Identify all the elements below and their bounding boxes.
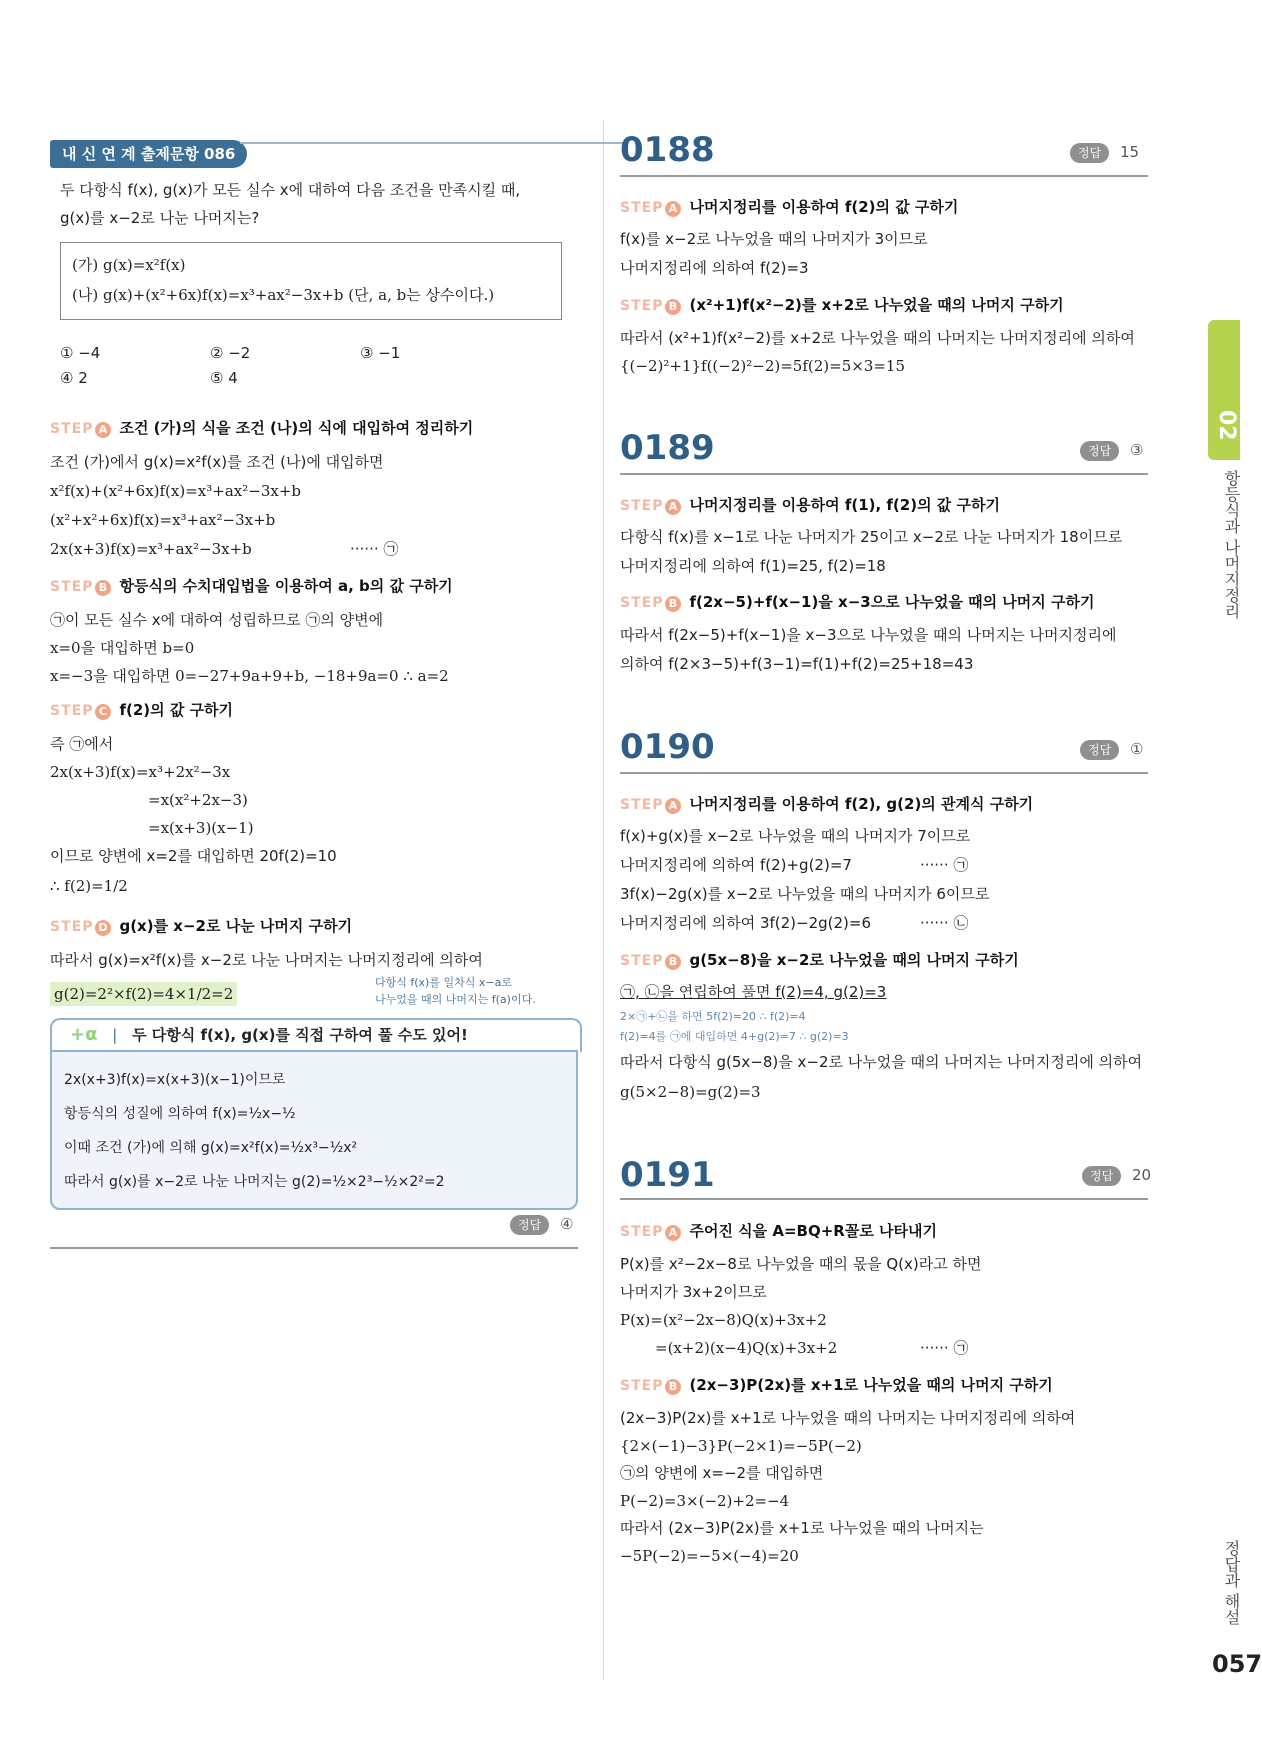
line-0190-a1: f(x)+g(x)를 x−2로 나누었을 때의 나머지가 7이므로 bbox=[620, 827, 971, 845]
choice-1: ① −4 bbox=[60, 344, 101, 362]
problem-number-0188: 0188 bbox=[620, 130, 715, 170]
step-a-line-2: x²f(x)+(x²+6x)f(x)=x³+ax²−3x+b bbox=[50, 482, 301, 500]
line-0189-b1: 따라서 f(2x−5)+f(x−1)을 x−3으로 나누었을 때의 나머지는 나머지정리에 bbox=[620, 626, 1117, 644]
answer-0189: ③ bbox=[1130, 441, 1144, 459]
step-b-line-2: x=0을 대입하면 b=0 bbox=[50, 639, 195, 657]
line-0190-a3: 3f(x)−2g(x)를 x−2로 나누었을 때의 나머지가 6이므로 bbox=[620, 885, 990, 903]
step-d-note-1: 다항식 f(x)를 일차식 x−a로 bbox=[375, 976, 512, 989]
choice-3: ③ −1 bbox=[360, 344, 401, 362]
mark-0191-1: ······ ㉠ bbox=[920, 1339, 969, 1357]
step-d-tag: STEP D bbox=[50, 919, 111, 935]
right-column bbox=[620, 0, 1150, 1754]
line-0191-a4: =(x+2)(x−4)Q(x)+3x+2 bbox=[655, 1339, 838, 1357]
step-c-line-3: =x(x²+2x−3) bbox=[148, 791, 248, 809]
step-0191-a: STEP A 주어진 식을 A=BQ+R꼴로 나타내기 bbox=[620, 1222, 938, 1240]
line-0191-b3: ㉠의 양변에 x=−2를 대입하면 bbox=[620, 1464, 824, 1482]
line-0190-b2: 따라서 다항식 g(5x−8)을 x−2로 나누었을 때의 나머지는 나머지정리에 의하여 bbox=[620, 1053, 1143, 1071]
line-0188-b1: 따라서 (x²+1)f(x²−2)를 x+2로 나누었을 때의 나머지는 나머지정리에 의하여 bbox=[620, 329, 1135, 347]
line-0191-b1: (2x−3)P(2x)를 x+1로 나누었을 때의 나머지는 나머지정리에 의하여 bbox=[620, 1409, 1076, 1427]
step-0190-a: STEP A 나머지정리를 이용하여 f(2), g(2)의 관계식 구하기 bbox=[620, 795, 1034, 813]
mark-0190-1: ······ ㉠ bbox=[920, 856, 969, 874]
note-0190-1: 2×㉠+㉡을 하면 5f(2)=20 ∴ f(2)=4 bbox=[620, 1010, 806, 1023]
step-0188-b: STEP B (x²+1)f(x²−2)를 x+2로 나누었을 때의 나머지 구하기 bbox=[620, 296, 1064, 314]
line-0191-a2: 나머지가 3x+2이므로 bbox=[620, 1283, 767, 1301]
condition-b: (나) g(x)+(x²+6x)f(x)=x³+ax²−3x+b (단, a, b는 상수이다.) bbox=[72, 286, 495, 304]
problem-number-0190: 0190 bbox=[620, 727, 715, 767]
step-c-heading: STEP C f(2)의 값 구하기 bbox=[50, 701, 234, 719]
chapter-label: 항등식과 나머지정리 bbox=[1222, 470, 1241, 620]
answer-badge-0191: 정답 bbox=[1082, 1166, 1121, 1186]
rule-0188 bbox=[620, 175, 1148, 177]
answer-badge: 정답 bbox=[510, 1215, 549, 1235]
mark-0190-2: ······ ㉡ bbox=[920, 914, 969, 932]
answer-badge-0188: 정답 bbox=[1070, 143, 1109, 163]
answer-0188: 15 bbox=[1120, 143, 1140, 161]
line-0191-a1: P(x)를 x²−2x−8로 나누었을 때의 몫을 Q(x)라고 하면 bbox=[620, 1255, 982, 1273]
alpha-line-3: 이때 조건 (가)에 의해 g(x)=x²f(x)=½x³−½x² bbox=[64, 1140, 358, 1156]
step-d-result: g(2)=2²×f(2)=4×1/2=2 bbox=[50, 982, 237, 1006]
choice-4: ④ 2 bbox=[60, 369, 88, 387]
line-0190-b1: ㉠, ㉡을 연립하여 풀면 f(2)=4, g(2)=3 bbox=[620, 983, 887, 1001]
step-c-line-4: =x(x+3)(x−1) bbox=[148, 819, 254, 837]
step-c-line-1: 즉 ㉠에서 bbox=[50, 735, 114, 753]
line-0188-a2: 나머지정리에 의하여 f(2)=3 bbox=[620, 259, 809, 277]
line-0191-b6: −5P(−2)=−5×(−4)=20 bbox=[620, 1547, 799, 1565]
step-0188-a: STEP A 나머지정리를 이용하여 f(2)의 값 구하기 bbox=[620, 198, 959, 216]
rule-0190 bbox=[620, 772, 1148, 774]
step-a-line-1: 조건 (가)에서 g(x)=x²f(x)를 조건 (나)에 대입하면 bbox=[50, 453, 384, 471]
alpha-line-4: 따라서 g(x)를 x−2로 나눈 나머지는 g(2)=½×2³−½×2²=2 bbox=[64, 1174, 445, 1190]
step-a-tag: STEP A bbox=[50, 421, 111, 437]
choice-5: ⑤ 4 bbox=[210, 369, 238, 387]
line-0190-a2: 나머지정리에 의하여 f(2)+g(2)=7 bbox=[620, 856, 852, 874]
line-0188-a1: f(x)를 x−2로 나누었을 때의 나머지가 3이므로 bbox=[620, 230, 928, 248]
step-0189-a: STEP A 나머지정리를 이용하여 f(1), f(2)의 값 구하기 bbox=[620, 496, 1000, 514]
rule-0189 bbox=[620, 473, 1148, 475]
choice-2: ② −2 bbox=[210, 344, 251, 362]
condition-a: (가) g(x)=x²f(x) bbox=[72, 256, 186, 274]
alpha-heading: +α | 두 다항식 f(x), g(x)를 직접 구하여 풀 수도 있어! bbox=[70, 1024, 468, 1045]
problem-number-0191: 0191 bbox=[620, 1155, 715, 1195]
left-bottom-rule bbox=[50, 1247, 578, 1249]
step-a-heading: STEP A 조건 (가)의 식을 조건 (나)의 식에 대입하여 정리하기 bbox=[50, 419, 474, 437]
alpha-line-1: 2x(x+3)f(x)=x(x+3)(x−1)이므로 bbox=[64, 1072, 286, 1088]
line-0191-b2: {2×(−1)−3}P(−2×1)=−5P(−2) bbox=[620, 1437, 862, 1455]
line-0191-a3: P(x)=(x²−2x−8)Q(x)+3x+2 bbox=[620, 1311, 827, 1329]
step-c-line-2: 2x(x+3)f(x)=x³+2x²−3x bbox=[50, 763, 231, 781]
line-0188-b2: {(−2)²+1}f((−2)²−2)=5f(2)=5×3=15 bbox=[620, 357, 906, 375]
page-number: 057 bbox=[1212, 1650, 1262, 1678]
step-b-line-1: ㉠이 모든 실수 x에 대하여 성립하므로 ㉠의 양변에 bbox=[50, 611, 384, 629]
line-0190-a4: 나머지정리에 의하여 3f(2)−2g(2)=6 bbox=[620, 914, 872, 932]
section-label: 정답과 해설 bbox=[1222, 1540, 1241, 1626]
alpha-content bbox=[50, 1050, 578, 1210]
source-header: 내 신 연 계 출제문항 086 bbox=[50, 140, 247, 168]
line-0190-b3: g(5×2−8)=g(2)=3 bbox=[620, 1083, 761, 1101]
chapter-number: 02 bbox=[1214, 410, 1239, 441]
step-b-line-3: x=−3을 대입하면 0=−27+9a+9+b, −18+9a=0 ∴ a=2 bbox=[50, 667, 449, 685]
line-0189-a2: 나머지정리에 의하여 f(1)=25, f(2)=18 bbox=[620, 557, 886, 575]
problem-number-0189: 0189 bbox=[620, 428, 715, 468]
alpha-title: 두 다항식 f(x), g(x)를 직접 구하여 풀 수도 있어! bbox=[132, 1026, 468, 1044]
step-a-line-3: (x²+x²+6x)f(x)=x³+ax²−3x+b bbox=[50, 511, 276, 529]
rule-0191 bbox=[620, 1198, 1148, 1200]
step-a-line-4: 2x(x+3)f(x)=x³+ax²−3x+b bbox=[50, 540, 252, 558]
answer-badge-0190: 정답 bbox=[1080, 740, 1119, 760]
line-0189-b2: 의하여 f(2×3−5)+f(3−1)=f(1)+f(2)=25+18=43 bbox=[620, 655, 974, 673]
step-c-line-6: ∴ f(2)=1/2 bbox=[50, 877, 128, 895]
header-rule bbox=[240, 142, 625, 144]
note-0190-2: f(2)=4를 ㉠에 대입하면 4+g(2)=7 ∴ g(2)=3 bbox=[620, 1030, 849, 1043]
step-c-tag: STEP C bbox=[50, 703, 111, 719]
step-b-tag: STEP B bbox=[50, 579, 111, 595]
equation-mark: ······ ㉠ bbox=[350, 540, 399, 558]
step-d-heading: STEP D g(x)를 x−2로 나눈 나머지 구하기 bbox=[50, 917, 353, 935]
alpha-mark: +α bbox=[70, 1024, 98, 1045]
line-0191-b4: P(−2)=3×(−2)+2=−4 bbox=[620, 1492, 790, 1510]
left-column bbox=[50, 0, 580, 1754]
step-b-heading: STEP B 항등식의 수치대입법을 이용하여 a, b의 값 구하기 bbox=[50, 577, 453, 595]
step-d-line-1: 따라서 g(x)=x²f(x)를 x−2로 나눈 나머지는 나머지정리에 의하여 bbox=[50, 951, 483, 969]
answer-0190: ① bbox=[1130, 740, 1144, 758]
column-divider bbox=[603, 120, 604, 1680]
step-0191-b: STEP B (2x−3)P(2x)를 x+1로 나누었을 때의 나머지 구하기 bbox=[620, 1376, 1053, 1394]
answer-0191: 20 bbox=[1132, 1166, 1152, 1184]
step-d-note-2: 나누었을 때의 나머지는 f(a)이다. bbox=[375, 993, 536, 1006]
condition-box bbox=[60, 242, 562, 320]
step-0190-b: STEP B g(5x−8)을 x−2로 나누었을 때의 나머지 구하기 bbox=[620, 951, 1019, 969]
answer-badge-0189: 정답 bbox=[1080, 441, 1119, 461]
question-line-1: 두 다항식 f(x), g(x)가 모든 실수 x에 대하여 다음 조건을 만족시킬 때, bbox=[60, 181, 521, 199]
step-0189-b: STEP B f(2x−5)+f(x−1)을 x−3으로 나누었을 때의 나머지 구하기 bbox=[620, 593, 1095, 611]
answer-value: ④ bbox=[560, 1215, 574, 1233]
line-0191-b5: 따라서 (2x−3)P(2x)를 x+1로 나누었을 때의 나머지는 bbox=[620, 1519, 984, 1537]
question-line-2: g(x)를 x−2로 나눈 나머지는? bbox=[60, 209, 260, 227]
alpha-tip-box bbox=[50, 1018, 578, 1206]
alpha-line-2: 항등식의 성질에 의하여 f(x)=½x−½ bbox=[64, 1106, 296, 1122]
line-0189-a1: 다항식 f(x)를 x−1로 나눈 나머지가 25이고 x−2로 나눈 나머지가 18이므로 bbox=[620, 528, 1123, 546]
step-c-line-5: 이므로 양변에 x=2를 대입하면 20f(2)=10 bbox=[50, 847, 337, 865]
